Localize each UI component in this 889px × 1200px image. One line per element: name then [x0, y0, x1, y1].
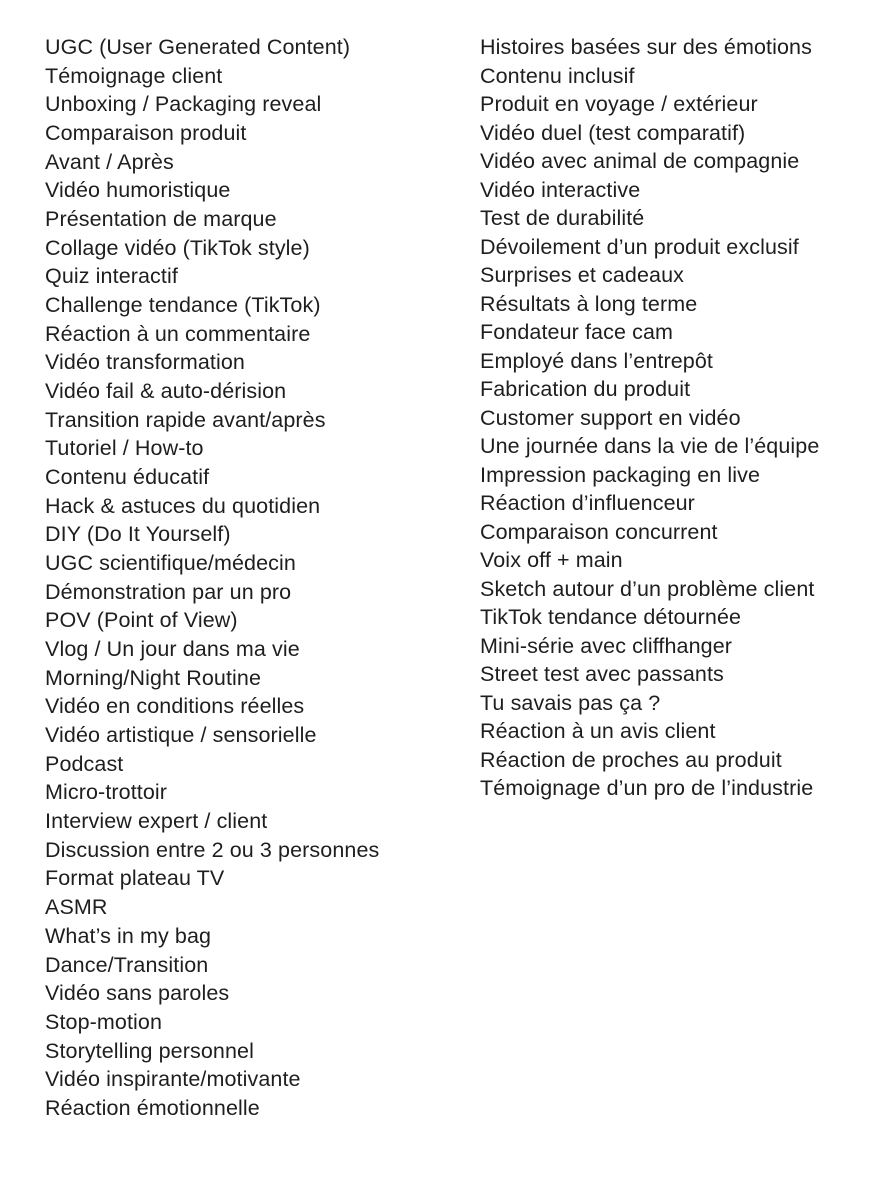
list-item: Sketch autour d’un problème client [480, 576, 815, 601]
list-item: Avant / Après [45, 149, 174, 174]
list-item: Comparaison concurrent [480, 519, 718, 544]
list-item: Tutoriel / How-to [45, 436, 204, 461]
list-item: Produit en voyage / extérieur [480, 92, 758, 116]
list-item: Test de durabilité [480, 206, 645, 230]
list-item: Transition rapide avant/après [45, 407, 326, 432]
list-item: Témoignage client [45, 63, 223, 88]
right-column [480, 33, 819, 803]
list-item: Réaction de proches au produit [480, 747, 782, 772]
list-item: UGC (User Generated Content) [45, 35, 351, 59]
list-item: Micro-trottoir [45, 780, 168, 805]
list-item: Vidéo duel (test comparatif) [480, 120, 746, 145]
list-item: Morning/Night Routine [45, 665, 262, 690]
list-item: Vidéo transformation [45, 350, 245, 375]
list-item: Réaction émotionnelle [45, 1095, 260, 1120]
left-column [45, 33, 379, 1123]
list-item: UGC scientifique/médecin [45, 551, 296, 576]
list-item: Contenu inclusif [480, 63, 635, 88]
list-item: Hack & astuces du quotidien [45, 493, 321, 518]
list-item: Tu savais pas ça ? [480, 690, 661, 715]
list-item: Réaction à un avis client [480, 719, 716, 743]
list-item: Vidéo sans paroles [45, 981, 230, 1006]
list-item: Street test avec passants [480, 662, 724, 686]
list-item: Customer support en vidéo [480, 405, 741, 430]
list-item: Interview expert / client [45, 809, 268, 834]
list-item: ASMR [45, 895, 108, 920]
list-item: Comparaison produit [45, 121, 247, 146]
list-item: Discussion entre 2 ou 3 personnes [45, 837, 380, 862]
list-item: Résultats à long terme [480, 291, 698, 316]
list-item: Format plateau TV [45, 866, 225, 891]
list-item: Dance/Transition [45, 952, 209, 977]
list-item: Vidéo fail & auto-dérision [45, 379, 287, 404]
list-item: Dévoilement d’un produit exclusif [480, 234, 799, 259]
list-item: Vidéo en conditions réelles [45, 694, 305, 719]
list-item: Vlog / Un jour dans ma vie [45, 637, 300, 662]
list-item: Réaction à un commentaire [45, 321, 311, 346]
list-item: POV (Point of View) [45, 608, 238, 633]
list-item: Employé dans l’entrepôt [480, 348, 713, 373]
list-item: Unboxing / Packaging reveal [45, 92, 322, 117]
list-item: Contenu éducatif [45, 465, 210, 490]
list-item: Fabrication du produit [480, 377, 691, 401]
list-item: Vidéo inspirante/motivante [45, 1067, 301, 1092]
list-item: Quiz interactif [45, 264, 178, 289]
list-item: Voix off + main [480, 548, 623, 572]
list-item: Podcast [45, 751, 124, 776]
list-item: Vidéo interactive [480, 177, 641, 202]
list-item: Challenge tendance (TikTok) [45, 293, 321, 318]
list-item: What’s in my bag [45, 923, 212, 948]
list-item: Vidéo humoristique [45, 178, 231, 203]
list-item: DIY (Do It Yourself) [45, 522, 231, 547]
list-item: Collage vidéo (TikTok style) [45, 235, 310, 260]
list-item: Réaction d’influenceur [480, 491, 695, 515]
list-item: TikTok tendance détournée [480, 605, 742, 629]
list-item: Démonstration par un pro [45, 579, 292, 604]
list-item: Vidéo artistique / sensorielle [45, 723, 317, 748]
list-item: Surprises et cadeaux [480, 263, 684, 287]
list-item: Vidéo avec animal de compagnie [480, 149, 800, 173]
list-item: Storytelling personnel [45, 1038, 254, 1063]
list-item: Une journée dans la vie de l’équipe [480, 434, 820, 458]
list-item: Histoires basées sur des émotions [480, 35, 812, 59]
list-item: Fondateur face cam [480, 320, 674, 344]
list-item: Impression packaging en live [480, 462, 761, 487]
list-item: Mini-série avec cliffhanger [480, 633, 733, 658]
list-item: Témoignage d’un pro de l’industrie [480, 776, 814, 800]
list-item: Stop-motion [45, 1009, 163, 1034]
list-item: Présentation de marque [45, 207, 277, 232]
